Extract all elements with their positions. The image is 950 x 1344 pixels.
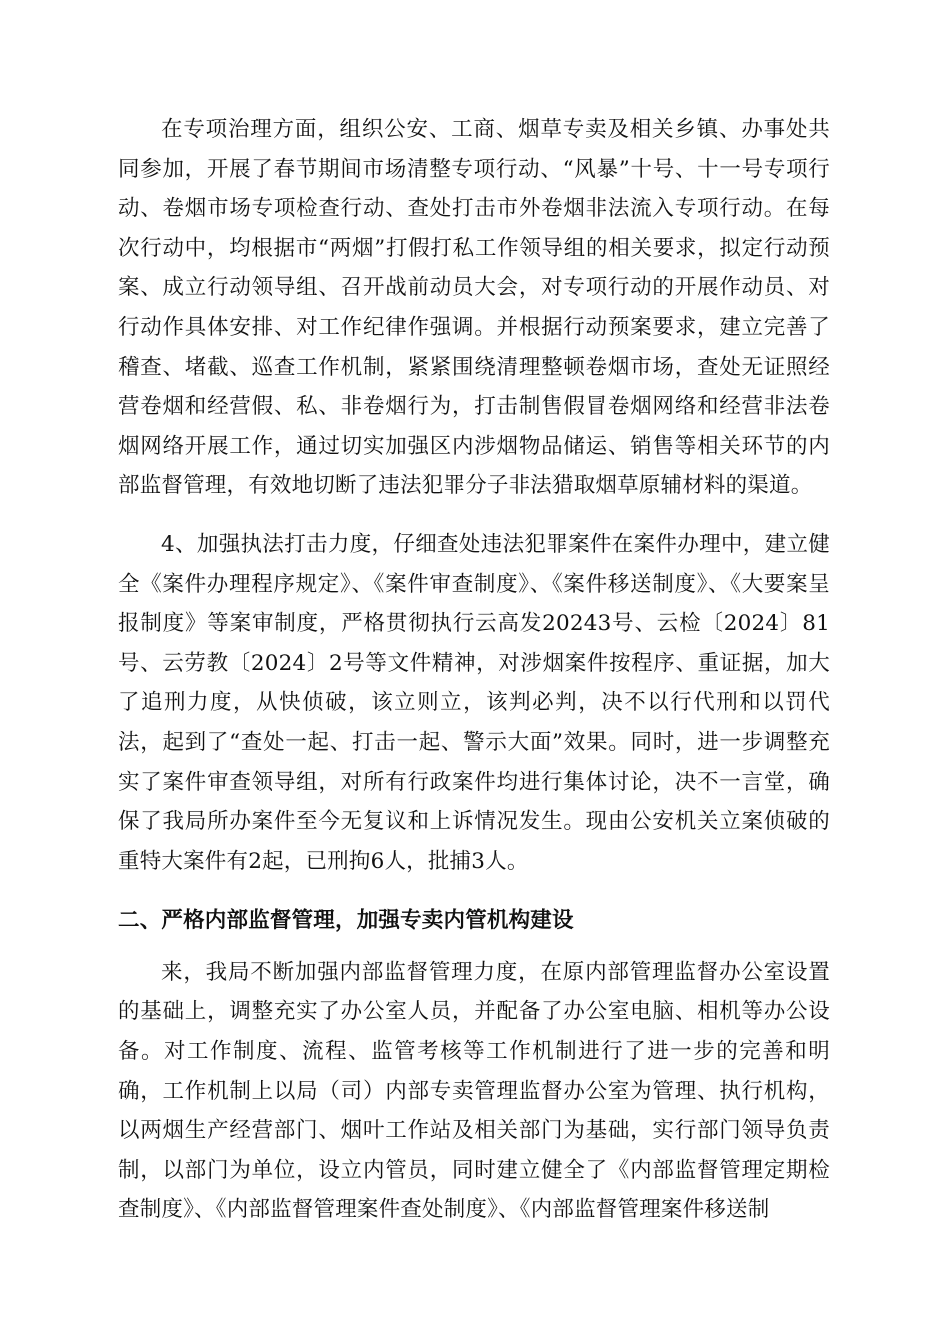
section-heading: 二、严格内部监督管理，加强专卖内管机构建设: [118, 908, 574, 934]
document-body: [118, 110, 830, 1230]
paragraph-law-enforcement: 4、加强执法打击力度，仔细查处违法犯罪案件在案件办理中，建立健全《案件办理程序规定》、《案件审查制度》、《案件移送制度》、《大要案呈报制度》等案审制度，严格贯彻执行云高发20243号、云检〔2024〕81号、云劳教〔2024〕2号等文件精神，对涉烟案件按程序、重证据，加大了追刑力度，从快侦破，该立则立，该判必判，决不以行代刑和以罚代法，起到了“查处一起、打击一起、警示大面”效果。同时，进一步调整充实了案件审查领导组，对所有行政案件均进行集体讨论，决不一言堂，确保了我局所办案件至今无复议和上诉情况发生。现由公安机关立案侦破的重特大案件有2起，已刑拘6人，批捕3人。: [118, 531, 830, 874]
paragraph-special-governance: 在专项治理方面，组织公安、工商、烟草专卖及相关乡镇、办事处共同参加，开展了春节期间市场清整专项行动、“风暴”十号、十一号专项行动、卷烟市场专项检查行动、查处打击市外卷烟非法流入专项行动。在每次行动中，均根据市“两烟”打假打私工作领导组的相关要求，拟定行动预案、成立行动领导组、召开战前动员大会，对专项行动的开展作动员、对行动作具体安排、对工作纪律作强调。并根据行动预案要求，建立完善了稽查、堵截、巡查工作机制，紧紧围绕清理整顿卷烟市场，查处无证照经营卷烟和经营假、私、非卷烟行为，打击制售假冒卷烟网络和经营非法卷烟网络开展工作，通过切实加强区内涉烟物品储运、销售等相关环节的内部监督管理，有效地切断了违法犯罪分子非法猎取烟草原辅材料的渠道。: [118, 117, 830, 499]
paragraph-internal-supervision: 来，我局不断加强内部监督管理力度，在原内部管理监督办公室设置的基础上，调整充实了办公室人员，并配备了办公室电脑、相机等办公设备。对工作制度、流程、监管考核等工作机制进行了进一步的完善和明确，工作机制上以局（司）内部专卖管理监督办公室为管理、执行机构，以两烟生产经营部门、烟叶工作站及相关部门为基础，实行部门领导负责制，以部门为单位，设立内管员，同时建立健全了《内部监督管理定期检查制度》、《内部监督管理案件查处制度》、《内部监督管理案件移送制: [118, 959, 830, 1223]
